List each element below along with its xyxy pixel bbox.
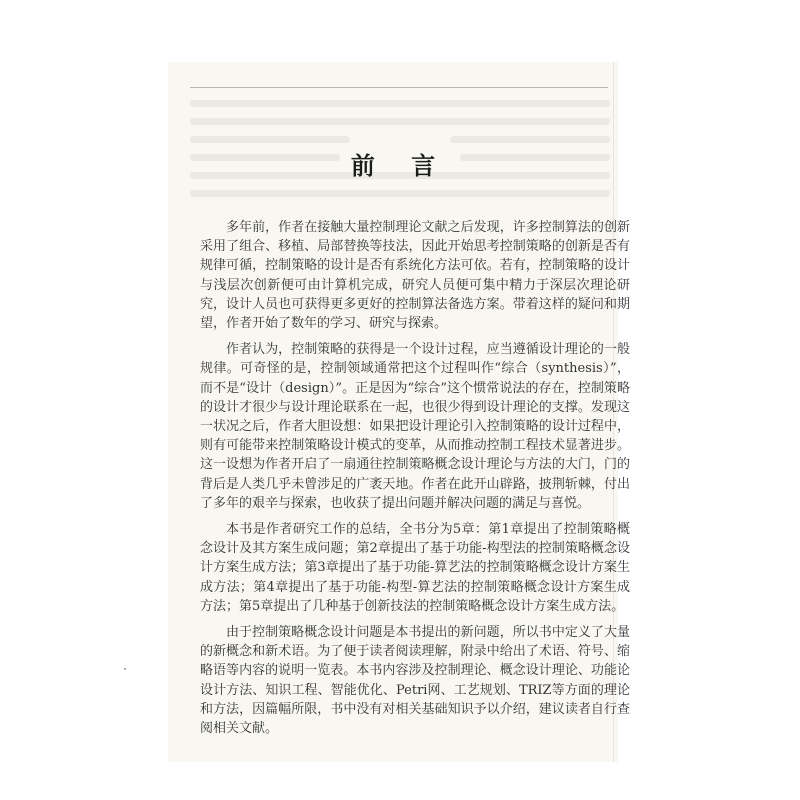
paragraph: 由于控制策略概念设计问题是本书提出的新问题，所以书中定义了大量的新概念和新术语。为了便于读者阅读理解，附录中给出了术语、符号、缩略语等内容的说明一览表。本书内容涉及控制理论、概念设计理论、功能论设计方法、知识工程、智能优化、Petri网、工艺规划、TRIZ等方面的理论和方法，因篇幅所限，书中没有对相关基础知识予以介绍，建议读者自行查阅相关文献。 <box>200 625 630 737</box>
scan-speck <box>124 668 126 670</box>
bleed-through-line <box>190 190 610 197</box>
page-title: 前 言 <box>350 152 450 180</box>
bleed-through-line <box>190 136 350 143</box>
bleed-through-line <box>190 100 610 107</box>
header-rule <box>190 87 608 88</box>
bleed-through-line <box>450 136 610 143</box>
paragraph: 多年前，作者在接触大量控制理论文献之后发现，许多控制算法的创新采用了组合、移植、局部替换等技法，因此开始思考控制策略的创新是否有规律可循，控制策略的设计是否有系统化方法可依。若有，控制策略的设计与浅层次创新便可由计算机完成，研究人员便可集中精力于深层次理论研究，设计人员也可获得更多更好的控制算法备选方案。带着这样的疑问和期望，作者开始了数年的学习、研究与探索。 <box>200 220 630 332</box>
paragraph: 本书是作者研究工作的总结，全书分为5章：第1章提出了控制策略概念设计及其方案生成问题；第2章提出了基于功能-构型法的控制策略概念设计方案生成方法；第3章提出了基于功能-算艺法的控制策略概念设计方案生成方法；第4章提出了基于功能-构型-算艺法的控制策略概念设计方案生成方法；第5章提出了几种基于创新技法的控制策略概念设计方案生成方法。 <box>200 522 630 614</box>
bleed-through-line <box>190 118 610 125</box>
paragraph: 作者认为，控制策略的获得是一个设计过程，应当遵循设计理论的一般规律。可奇怪的是，控制领域通常把这个过程叫作“综合（synthesis）”，而不是“设计（design）”。正是因为“综合”这个惯常说法的存在，控制策略的设计才很少与设计理论联系在一起，也很少得到设计理论的支撑。发现这一状况之后，作者大胆设想：如果把设计理论引入控制策略的设计过程中，则有可能带来控制策略设计模式的变革，从而推动控制工程技术显著进步。这一设想为作者开启了一扇通往控制策略概念设计理论与方法的大门，门的背后是人类几乎未曾涉足的广袤天地。作者在此开山辟路，披荆斩棘，付出了多年的艰辛与探索，也收获了提出问题并解决问题的满足与喜悦。 <box>200 342 630 511</box>
bleed-through-header <box>330 68 580 78</box>
preface-body <box>200 218 630 745</box>
